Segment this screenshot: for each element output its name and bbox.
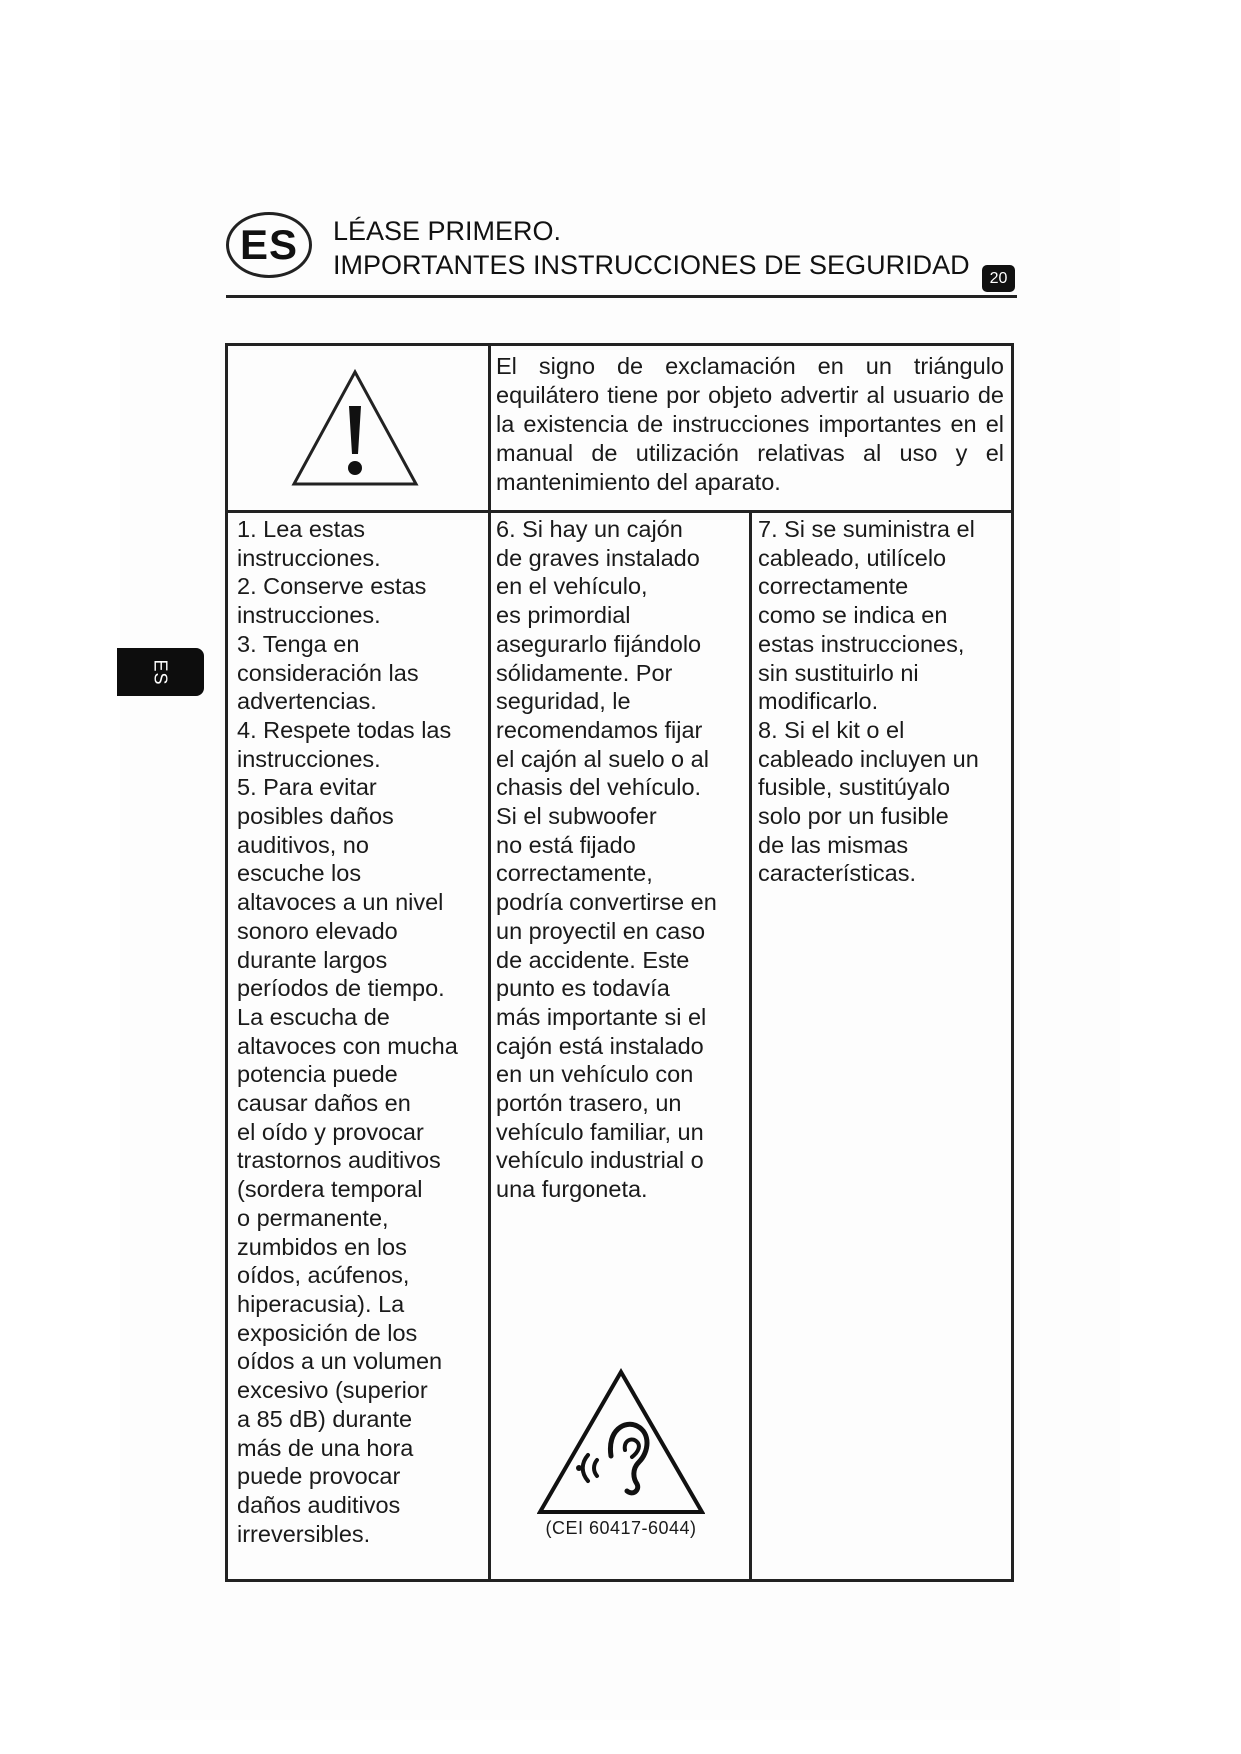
side-language-tab-label: ES [150,658,171,686]
warning-description: El signo de exclamación en un triángulo equilátero tiene por objeto advertir al usuario de la existencia de instrucciones importantes en el manual de utilización relativas al uso y el mantenimiento del aparato. [496,353,1004,495]
language-badge: ES [226,212,312,278]
iec-symbol-caption: (CEI 60417-6044) [545,1518,697,1538]
instructions-column-3: 7. Si se suministra el cableado, utilícelo correctamente como se indica en estas instrucciones, sin sustituirlo ni modificarlo. 8. Si el kit o el cableado incluyen un fusible, sustitúyalo solo por un fusible de las mismas características. [758,516,979,887]
header-divider [226,295,1017,298]
instructions-column-2: 6. Si hay un cajón de graves instalado en el vehículo, es primordial asegurarlo fijándolo sólidamente. Por seguridad, le recomendamos fijar el cajón al suelo o al chasis del vehículo. Si el subwoofer no está fijado correctamente, podría convertirse en un proyectil en caso de accidente. Este punto es todavía más importante si el cajón está instalado en un vehículo con portón trasero, un vehículo familiar, un vehículo industrial o una furgoneta. [496,516,717,1203]
page-title-line1: LÉASE PRIMERO. [333,216,562,246]
table-column-divider-1 [488,343,491,1582]
side-language-tab [117,648,204,696]
exclamation-triangle-icon [290,368,420,488]
page-title-line2: IMPORTANTES INSTRUCCIONES DE SEGURIDAD [333,250,970,280]
page-number: 20 [982,265,1015,292]
ear-warning-icon [537,1368,705,1516]
instructions-column-1: 1. Lea estas instrucciones. 2. Conserve estas instrucciones. 3. Tenga en consideración las advertencias. 4. Respete todas las instrucciones. 5. Para evitar posibles daños auditivos, no escuche los altavoces a un nivel sonoro elevado durante largos períodos de tiempo. La escucha de altavoces con mucha potencia puede causar daños en el oído y provocar trastornos auditivos (sordera temporal o permanente, zumbidos en los oídos, acúfenos, hiperacusia). La exposición de los oídos a un volumen excesivo (superior a 85 dB) durante más de una hora puede provocar daños auditivos irreversibles. [237,516,458,1547]
table-column-divider-2 [749,510,752,1582]
table-row-divider [225,510,1014,513]
